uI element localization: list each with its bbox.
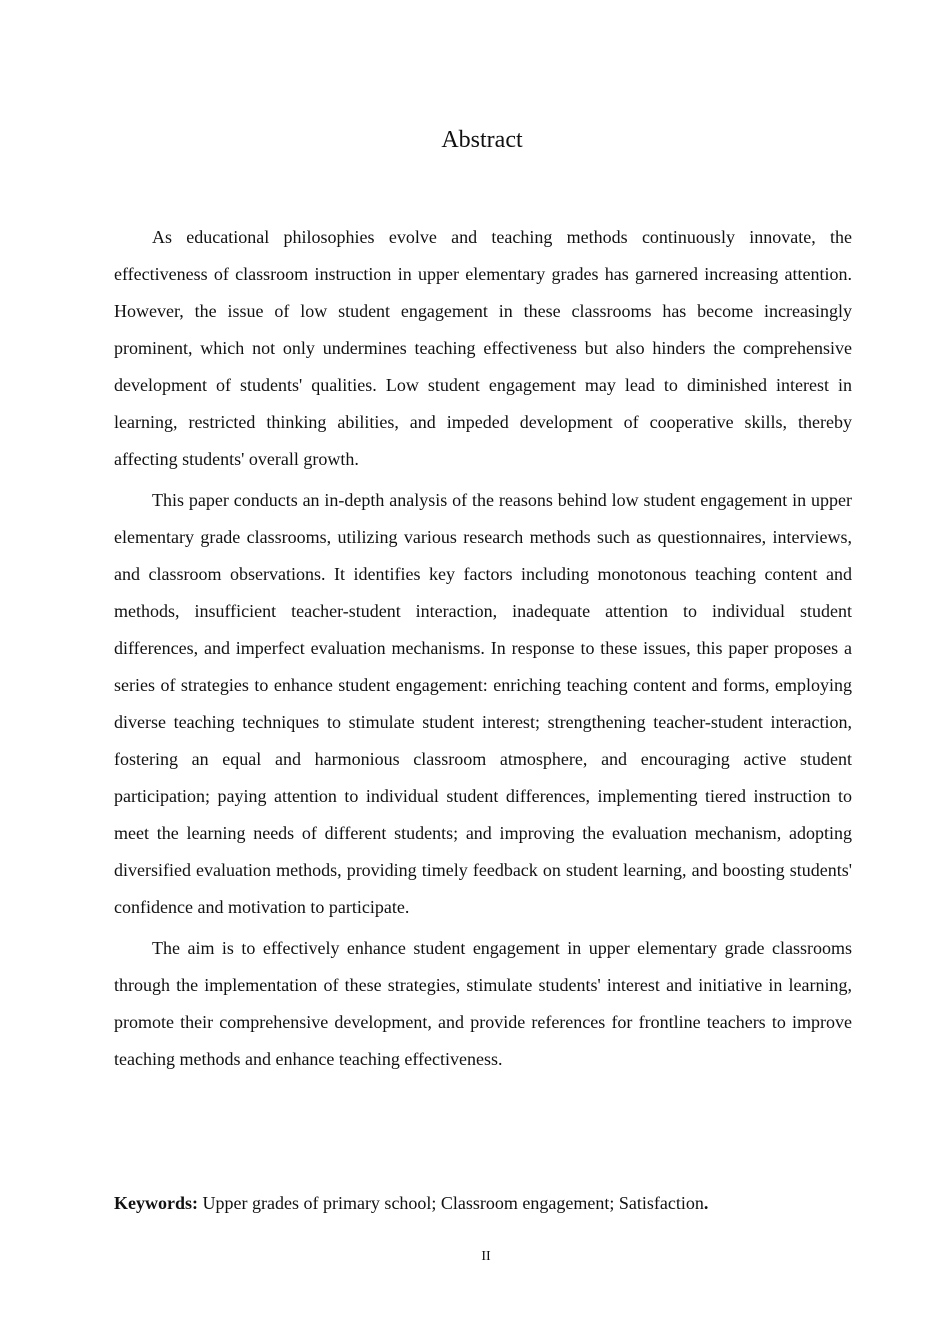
- abstract-title: Abstract: [441, 127, 523, 153]
- abstract-paragraph-3: The aim is to effectively enhance student engagement in upper elementary grade classrooms through the implementation of these strategies, stimulate students' interest and initiative in learning, promote their comprehensive development, and provide references for frontline teachers to improve teaching methods and enhance teaching effectiveness.: [114, 938, 852, 1069]
- abstract-body: [114, 219, 852, 1082]
- keywords-label: Keywords:: [114, 1193, 198, 1213]
- keywords-end: .: [703, 1193, 709, 1213]
- abstract-paragraph-1: As educational philosophies evolve and teaching methods continuously innovate, the effectiveness of classroom instruction in upper elementary grades has garnered increasing attention. However, the issue of low student engagement in these classrooms has become increasingly prominent, which not only undermines teaching effectiveness but also hinders the comprehensive development of students' qualities. Low student engagement may lead to diminished interest in learning, restricted thinking abilities, and impeded development of cooperative skills, thereby affecting students' overall growth.: [114, 227, 852, 469]
- keywords-text: Upper grades of primary school; Classroom engagement; Satisfaction: [198, 1193, 704, 1213]
- keywords-line: [114, 1188, 852, 1218]
- page-number: II: [481, 1249, 491, 1264]
- abstract-paragraph-2: This paper conducts an in-depth analysis of the reasons behind low student engagement in upper elementary grade classrooms, utilizing various research methods such as questionnaires, interviews, and classroom observations. It identifies key factors including monotonous teaching content and methods, insufficient teacher-student interaction, inadequate attention to individual student differences, and imperfect evaluation mechanisms. In response to these issues, this paper proposes a series of strategies to enhance student engagement: enriching teaching content and forms, employing diverse teaching techniques to stimulate student interest; strengthening teacher-student interaction, fostering an equal and harmonious classroom atmosphere, and encouraging active student participation; paying attention to individual student differences, implementing tiered instruction to meet the learning needs of different students; and improving the evaluation mechanism, adopting diversified evaluation methods, providing timely feedback on student learning, and boosting students' confidence and motivation to participate.: [114, 490, 852, 917]
